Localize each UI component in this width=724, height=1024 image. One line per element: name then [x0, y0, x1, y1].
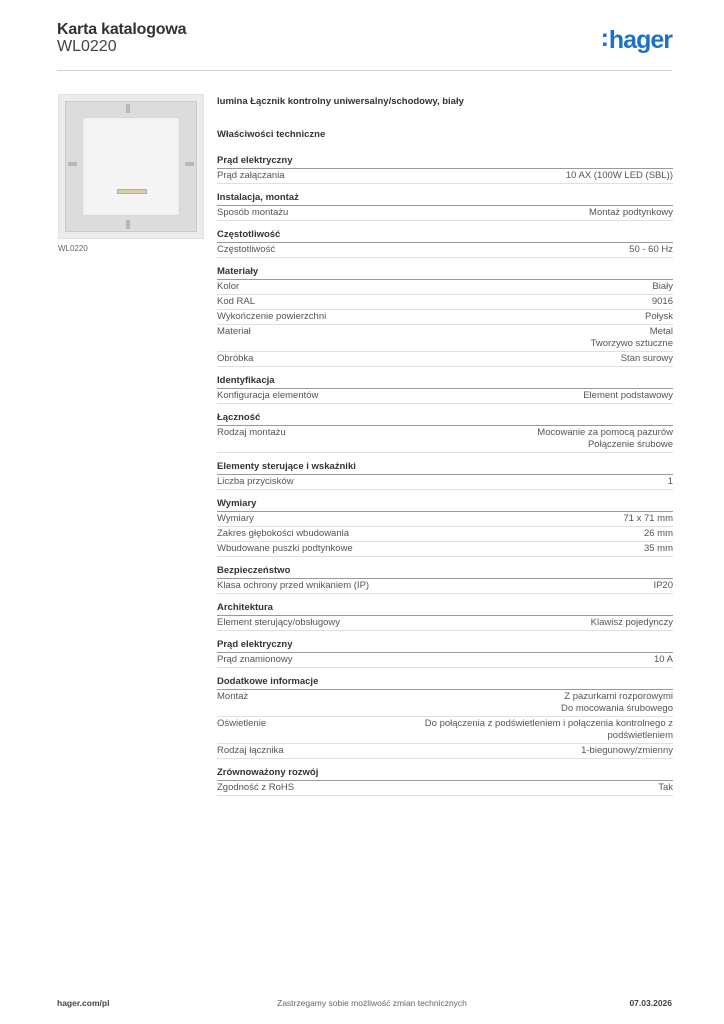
- spec-row: [217, 475, 673, 490]
- section-heading: Elementy sterujące i wskaźniki: [217, 461, 673, 475]
- spec-section: [217, 565, 673, 594]
- section-heading: Dodatkowe informacje: [217, 676, 673, 690]
- spec-value-line: 1-biegunowy/zmienny: [581, 745, 673, 756]
- page-title: Karta katalogowa: [57, 21, 187, 38]
- spec-label: Kolor: [217, 281, 240, 292]
- spec-label: Wymiary: [217, 513, 254, 524]
- spec-value: [369, 580, 673, 592]
- section-heading: Materiały: [217, 266, 673, 280]
- spec-value-line: Tworzywo sztuczne: [590, 338, 673, 349]
- section-heading: Instalacja, montaż: [217, 192, 673, 206]
- spec-label: Oświetlenie: [217, 718, 267, 729]
- section-heading: Częstotliwość: [217, 229, 673, 243]
- spec-value-line: Z pazurkami rozporowymi: [564, 691, 673, 702]
- spec-label: Kod RAL: [217, 296, 256, 307]
- spec-row: [217, 169, 673, 184]
- spec-value-line: Element podstawowy: [583, 390, 673, 401]
- spec-value: [288, 207, 673, 219]
- spec-label: Montaż: [217, 691, 249, 702]
- spec-value-line: Do połączenia z podświetleniem i połączenia kontrolnego z: [424, 718, 673, 729]
- led-indicator: [117, 189, 147, 194]
- spec-section: [217, 461, 673, 490]
- image-caption: WL0220: [58, 244, 88, 253]
- spec-value: [293, 654, 673, 666]
- spec-label: Prąd znamionowy: [217, 654, 293, 665]
- spec-label: Zakres głębokości wbudowania: [217, 528, 350, 539]
- spec-section: [217, 676, 673, 759]
- spec-section: [217, 602, 673, 631]
- section-heading: Wymiary: [217, 498, 673, 512]
- spec-value: [294, 782, 673, 794]
- spec-value: [275, 244, 673, 256]
- spec-label: Element sterujący/obsługowy: [217, 617, 341, 628]
- spec-content: [217, 96, 673, 804]
- spec-row: [217, 426, 673, 453]
- spec-row: [217, 310, 673, 325]
- product-title: lumina Łącznik kontrolny uniwersalny/schodowy, biały: [217, 96, 464, 107]
- spec-section: [217, 498, 673, 557]
- footer-date: 07.03.2026: [629, 998, 672, 1008]
- spec-value-line: 35 mm: [643, 543, 673, 554]
- spec-label: Wykończenie powierzchni: [217, 311, 327, 322]
- spec-value-line: 10 AX (100W LED (SBL)): [565, 170, 673, 181]
- spec-section: [217, 375, 673, 404]
- spec-row: [217, 579, 673, 594]
- footer-disclaimer: Zastrzegamy sobie możliwość zmian technicznych: [277, 998, 467, 1008]
- spec-value: [340, 617, 673, 629]
- section-heading: Prąd elektryczny: [217, 639, 673, 653]
- spec-value: [251, 326, 673, 350]
- section-heading: Prąd elektryczny: [217, 155, 673, 169]
- section-heading: Architektura: [217, 602, 673, 616]
- spec-value-line: Połysk: [645, 311, 673, 322]
- spec-label: Zgodność z RoHS: [217, 782, 295, 793]
- frame-slot: [185, 162, 194, 166]
- frame-slot: [126, 104, 130, 113]
- spec-label: Konfiguracja elementów: [217, 390, 319, 401]
- spec-value: [285, 170, 673, 182]
- spec-value: [349, 528, 673, 540]
- spec-value-line: 26 mm: [643, 528, 673, 539]
- spec-row: [217, 527, 673, 542]
- logo-text: hager: [608, 26, 672, 54]
- spec-label: Materiał: [217, 326, 251, 337]
- section-heading: Łączność: [217, 412, 673, 426]
- spec-section: [217, 192, 673, 221]
- spec-row: [217, 206, 673, 221]
- spec-label: Klasa ochrony przed wnikaniem (IP): [217, 580, 370, 591]
- section-heading: Bezpieczeństwo: [217, 565, 673, 579]
- spec-row: [217, 512, 673, 527]
- product-image: [58, 94, 204, 239]
- section-heading: Identyfikacja: [217, 375, 673, 389]
- spec-value-line: Mocowanie za pomocą pazurów: [537, 427, 673, 438]
- spec-value-line: Do mocowania śrubowego: [561, 703, 673, 714]
- spec-row: [217, 295, 673, 310]
- spec-row: [217, 352, 673, 367]
- spec-value: [248, 691, 673, 715]
- spec-row: [217, 781, 673, 796]
- spec-label: Obróbka: [217, 353, 254, 364]
- footer-website: hager.com/pl: [57, 998, 110, 1008]
- logo-dots: :: [600, 24, 608, 52]
- spec-value-line: 10 A: [653, 654, 673, 665]
- spec-row: [217, 744, 673, 759]
- spec-section: [217, 767, 673, 796]
- spec-row: [217, 389, 673, 404]
- spec-value: [286, 427, 673, 451]
- switch-frame: [65, 101, 197, 232]
- header-divider: [57, 70, 672, 71]
- spec-value-line: Biały: [652, 281, 673, 292]
- spec-value: [353, 543, 673, 555]
- frame-slot: [68, 162, 77, 166]
- tech-properties-heading: Właściwości techniczne: [217, 129, 326, 140]
- frame-slot: [126, 220, 130, 229]
- spec-value: [318, 390, 673, 402]
- spec-label: Rodzaj łącznika: [217, 745, 284, 756]
- spec-sections: [217, 155, 673, 796]
- spec-value-line: podświetleniem: [607, 730, 673, 741]
- spec-value: [326, 311, 673, 323]
- spec-row: [217, 717, 673, 744]
- spec-label: Rodzaj montażu: [217, 427, 286, 438]
- spec-value-line: Tak: [658, 782, 673, 793]
- spec-section: [217, 639, 673, 668]
- spec-value-line: Montaż podtynkowy: [589, 207, 673, 218]
- spec-label: Liczba przycisków: [217, 476, 294, 487]
- spec-label: Częstotliwość: [217, 244, 276, 255]
- spec-value-line: 71 x 71 mm: [623, 513, 673, 524]
- spec-value-line: 50 - 60 Hz: [629, 244, 673, 255]
- spec-value-line: 9016: [651, 296, 673, 307]
- spec-row: [217, 325, 673, 352]
- spec-value: [254, 513, 673, 525]
- spec-row: [217, 542, 673, 557]
- spec-value-line: Stan surowy: [620, 353, 673, 364]
- product-code: WL0220: [57, 38, 117, 55]
- switch-rocker: [82, 117, 180, 216]
- spec-row: [217, 616, 673, 631]
- spec-value-line: Klawisz pojedynczy: [590, 617, 673, 628]
- spec-section: [217, 229, 673, 258]
- spec-label: Wbudowane puszki podtynkowe: [217, 543, 353, 554]
- spec-value: [239, 281, 673, 293]
- spec-value-line: Metal: [649, 326, 673, 337]
- spec-value-line: IP20: [653, 580, 673, 591]
- spec-row: [217, 280, 673, 295]
- hager-logo: [601, 26, 672, 55]
- spec-label: Sposób montażu: [217, 207, 289, 218]
- spec-section: [217, 155, 673, 184]
- spec-row: [217, 243, 673, 258]
- spec-value: [284, 745, 673, 757]
- section-heading: Zrównoważony rozwój: [217, 767, 673, 781]
- spec-label: Prąd załączania: [217, 170, 285, 181]
- spec-value: [255, 296, 673, 308]
- spec-section: [217, 266, 673, 367]
- spec-section: [217, 412, 673, 453]
- spec-row: [217, 690, 673, 717]
- spec-value: [294, 476, 673, 488]
- spec-value-line: 1: [667, 476, 673, 487]
- spec-value-line: Połączenie śrubowe: [587, 439, 673, 450]
- spec-value: [253, 353, 673, 365]
- spec-value: [266, 718, 673, 742]
- spec-row: [217, 653, 673, 668]
